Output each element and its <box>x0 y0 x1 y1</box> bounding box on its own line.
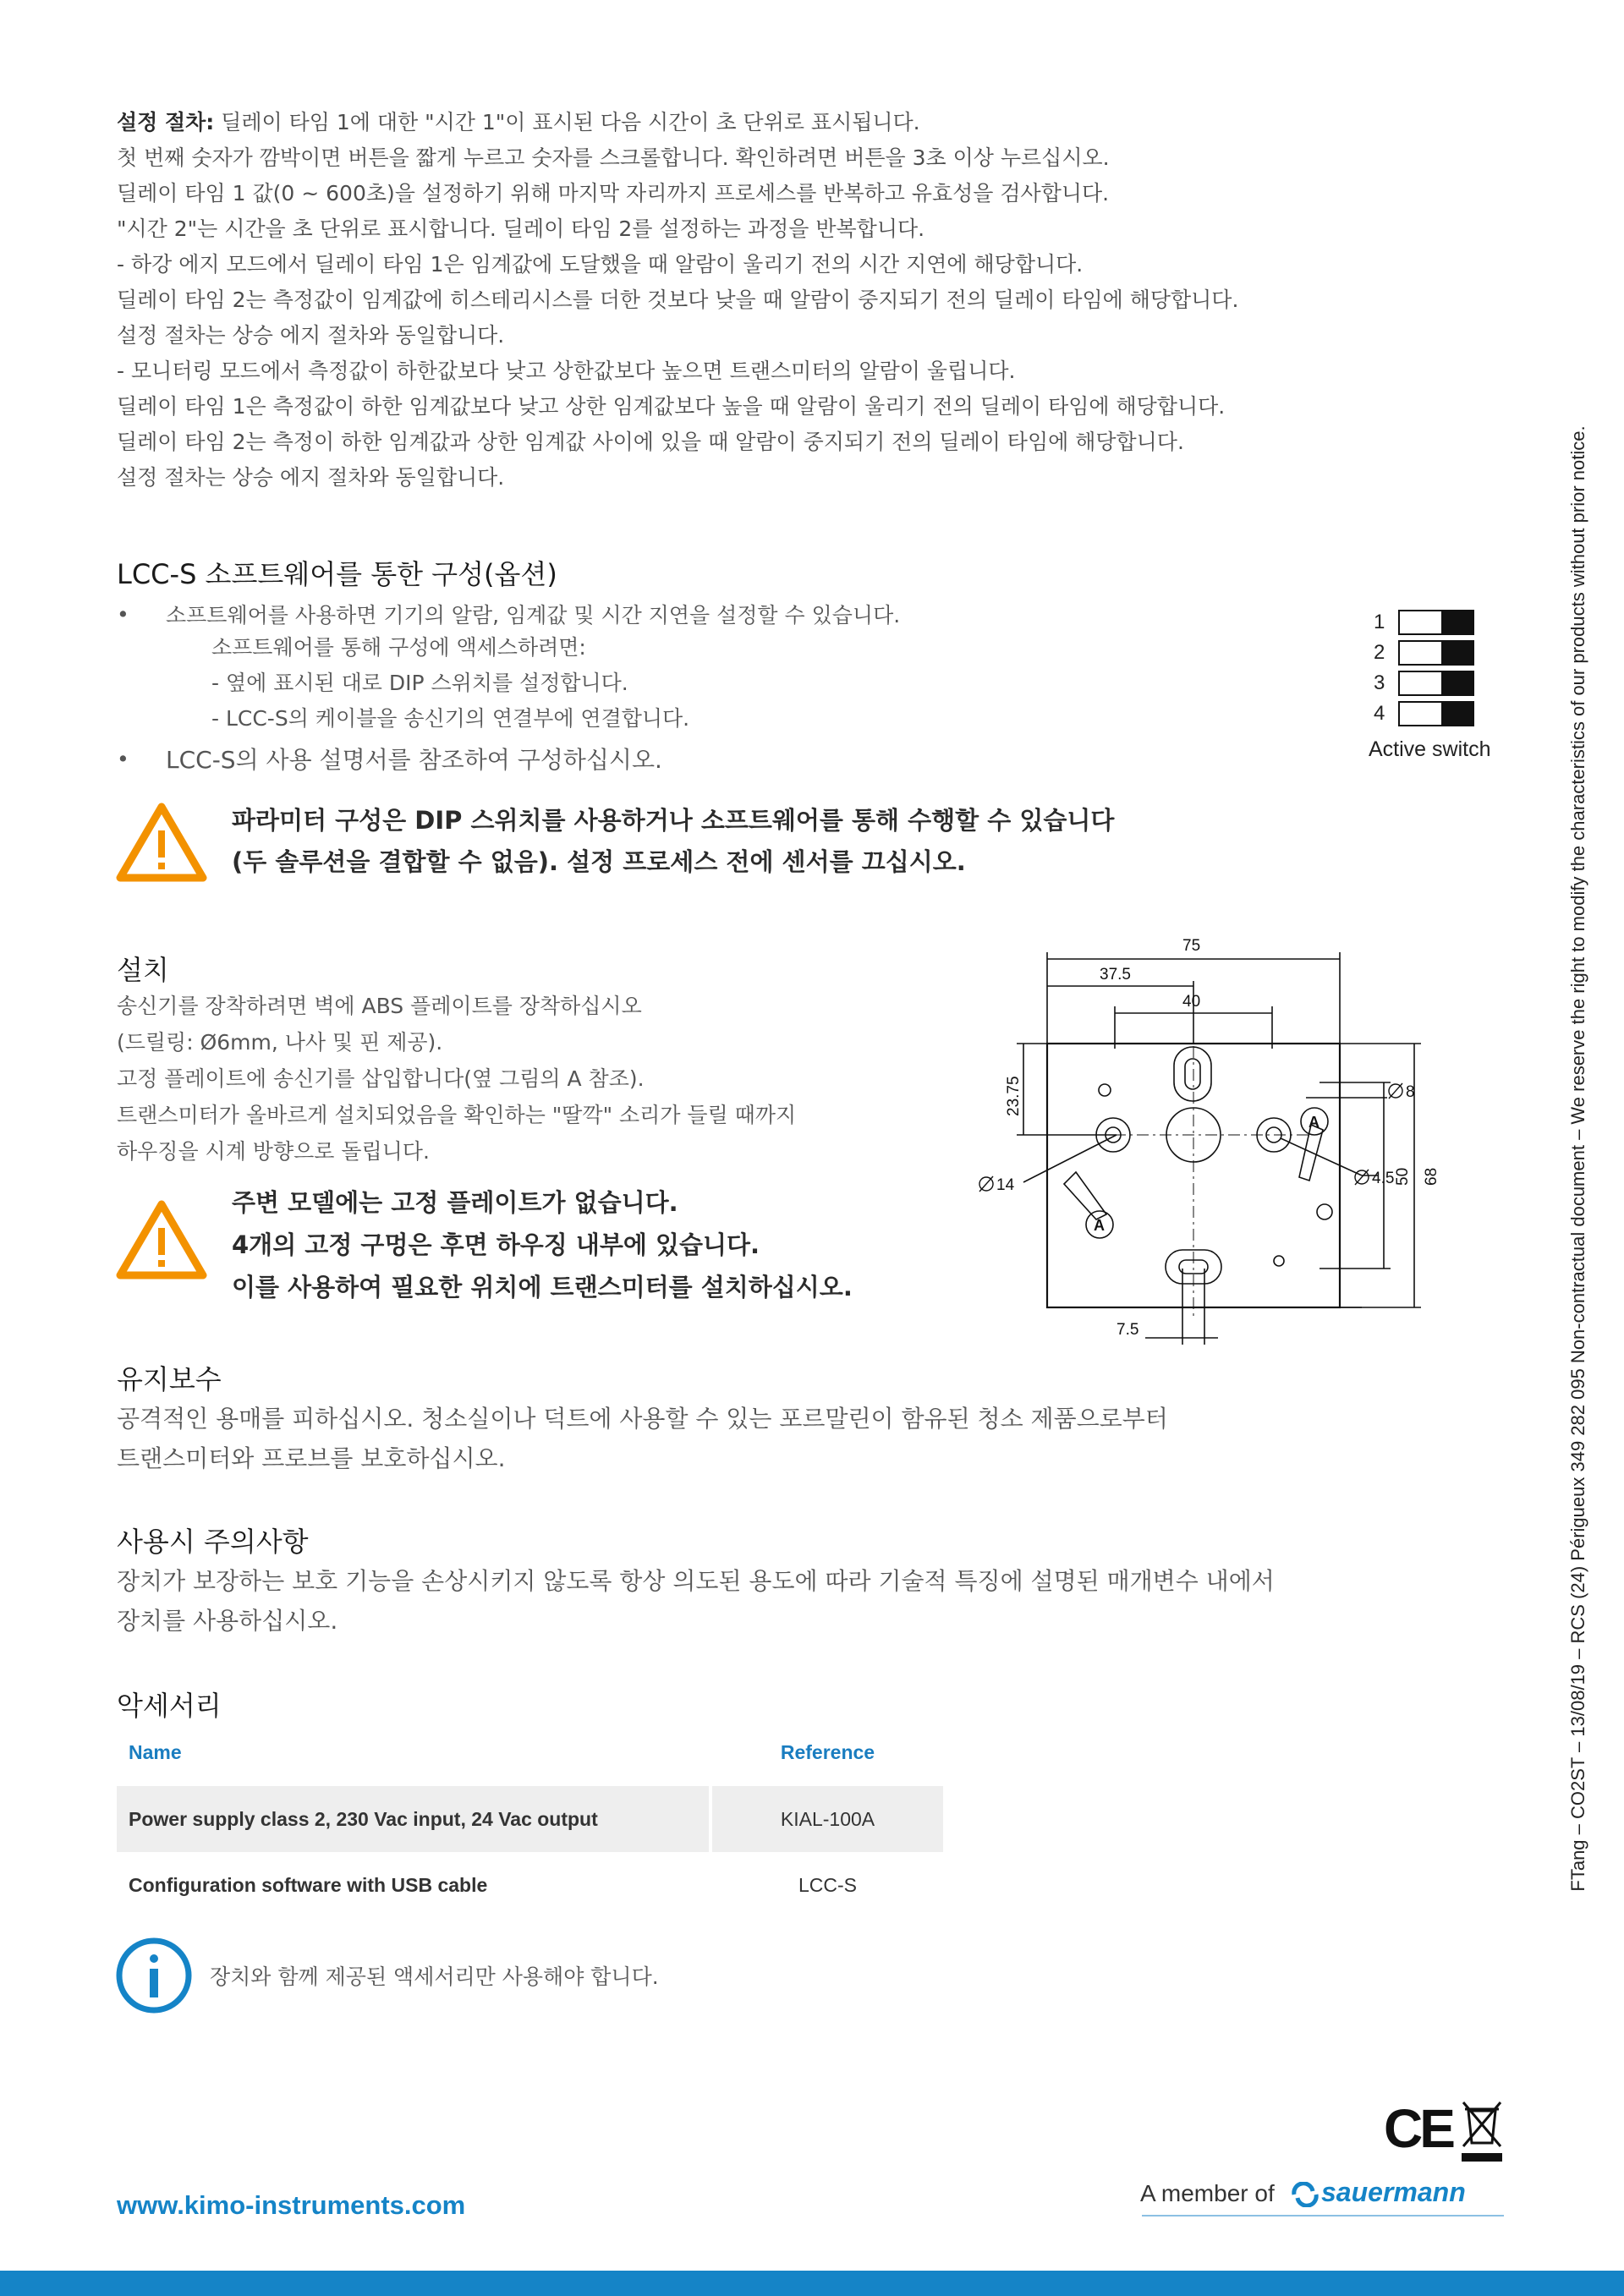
precautions-line: 장치를 사용하십시오. <box>117 1607 338 1635</box>
side-legal-text: FTang – CO2ST – 13/08/19 – RCS (24) Périgueux 349 282 095 Non-contractual document – We reserve the right to modify the characteristics of our products without prior notice. <box>1567 425 1588 1892</box>
accessory-reference: LCC-S <box>710 1852 943 1918</box>
bullet-dot: • <box>117 602 129 627</box>
dip-caption: Active switch <box>1369 737 1491 761</box>
dip-switch-3 <box>1399 671 1473 695</box>
ce-mark-text: CE <box>1384 2098 1452 2159</box>
precautions-text <box>117 1561 1275 1641</box>
member-underline <box>1142 2215 1504 2217</box>
maintenance-section-title: 유지보수 <box>117 1363 222 1395</box>
intro-line: 딜레이 타임 1 값(0 ~ 600초)을 설정하기 위해 마지막 자리까지 프로세스를 반복하고 유효성을 검사합니다. <box>117 181 1110 205</box>
table-row <box>117 1786 943 1852</box>
dim-d8-label: 8 <box>1406 1083 1415 1101</box>
dip-switch-1 <box>1399 611 1473 634</box>
dip-switch-2 <box>1399 641 1473 665</box>
maintenance-line: 공격적인 용매를 피하십시오. 청소실이나 덕트에 사용할 수 있는 포르말린이 함유된 청소 제품으로부터 <box>117 1405 1168 1433</box>
lcc-sub-intro: 소프트웨어를 통해 구성에 액세스하려면: <box>211 635 586 660</box>
sauermann-brand: sauermann <box>1321 2177 1466 2207</box>
column-header-reference: Reference <box>710 1718 943 1786</box>
install-line: 송신기를 장착하려면 벽에 ABS 플레이트를 장착하십시오 <box>117 994 642 1018</box>
bullet-dot: • <box>117 747 129 771</box>
intro-first-text: 딜레이 타임 1에 대한 "시간 1"이 표시된 다음 시간이 초 단위로 표시됩니다. <box>214 110 920 134</box>
website-link[interactable]: www.kimo-instruments.com <box>117 2190 466 2220</box>
clip-marker-a: A <box>1094 1217 1105 1234</box>
maintenance-text <box>117 1399 1168 1478</box>
table-header-row <box>117 1718 943 1786</box>
dip-label-4: 4 <box>1374 702 1385 725</box>
lcc-sub-item-1: - 옆에 표시된 대로 DIP 스위치를 설정합니다. <box>211 671 628 695</box>
accessories-note: 장치와 함께 제공된 액세서리만 사용해야 합니다. <box>210 1964 659 1989</box>
precautions-section-title: 사용시 주의사항 <box>117 1526 309 1558</box>
install-warning-line-1: 주변 모델에는 고정 플레이트가 없습니다. <box>232 1188 678 1217</box>
lcc-section-title: LCC-S 소프트웨어를 통한 구성(옵션) <box>117 558 557 590</box>
footer-bar <box>0 2271 1624 2296</box>
accessory-reference: KIAL-100A <box>710 1786 943 1852</box>
intro-label: 설정 절차: <box>117 110 215 134</box>
maintenance-line: 트랜스미터와 프로브를 보호하십시오. <box>117 1444 506 1472</box>
dim-d14 <box>979 1176 1015 1194</box>
install-line: 하우징을 시계 방향으로 돌립니다. <box>117 1139 430 1164</box>
dim-7-5: 7.5 <box>1116 1321 1139 1339</box>
install-warning-line-3: 이를 사용하여 필요한 위치에 트랜스미터를 설치하십시오. <box>232 1273 853 1301</box>
accessory-name: Configuration software with USB cable <box>129 1873 488 1896</box>
lcc-warning-line-2: (두 솔루션을 결합할 수 없음). 설정 프로세스 전에 센서를 끄십시오. <box>232 847 966 876</box>
dim-75: 75 <box>1182 937 1201 955</box>
install-line: (드릴링: Ø6mm, 나사 및 핀 제공). <box>117 1030 443 1055</box>
warning-icon <box>115 1197 208 1285</box>
intro-line: 설정 절차는 상승 에지 절차와 동일합니다. <box>117 323 505 348</box>
lcc-warning-line-1: 파라미터 구성은 DIP 스위치를 사용하거나 소프트웨어를 통해 수행할 수 있습니다 <box>232 806 1115 835</box>
intro-line: 설정 절차는 상승 에지 절차와 동일합니다. <box>117 465 505 490</box>
dip-label-1: 1 <box>1374 611 1385 633</box>
dim-d8 <box>1389 1083 1415 1101</box>
lcc-bullet-1: 소프트웨어를 사용하면 기기의 알람, 임계값 및 시간 지연을 설정할 수 있습니다. <box>166 603 901 627</box>
lcc-sub-item-2: - LCC-S의 케이블을 송신기의 연결부에 연결합니다. <box>211 706 690 731</box>
lcc-bullet-2: LCC-S의 사용 설명서를 참조하여 구성하십시오. <box>166 746 662 774</box>
intro-line: "시간 2"는 시간을 초 단위로 표시합니다. 딜레이 타임 2를 설정하는 과정을 반복합니다. <box>117 216 925 241</box>
ce-mark <box>1384 2097 1452 2160</box>
member-of-text: A member of <box>1140 2180 1275 2206</box>
dip-label-3: 3 <box>1374 671 1385 694</box>
intro-line <box>117 105 1470 140</box>
clip-marker-a: A <box>1309 1114 1320 1131</box>
precautions-line: 장치가 보장하는 보호 기능을 손상시키지 않도록 항상 의도된 용도에 따라 기술적 특징에 설명된 매개변수 내에서 <box>117 1567 1275 1595</box>
dim-d4-5-label: 4.5 <box>1372 1170 1395 1187</box>
intro-line: 딜레이 타임 2는 측정이 하한 임계값과 상한 임계값 사이에 있을 때 알람이 중지되기 전의 딜레이 타임에 해당합니다. <box>117 430 1184 454</box>
dip-label-2: 2 <box>1374 641 1385 664</box>
intro-line: 딜레이 타임 1은 측정값이 하한 임계값보다 낮고 상한 임계값보다 높을 때 알람이 울리기 전의 딜레이 타임에 해당합니다. <box>117 394 1226 419</box>
dim-50: 50 <box>1394 1167 1412 1186</box>
dim-d14-label: 14 <box>996 1176 1015 1194</box>
table-row <box>117 1852 943 1918</box>
accessories-table <box>117 1718 943 1918</box>
dim-23-75: 23.75 <box>1005 1076 1023 1116</box>
install-warning-line-2: 4개의 고정 구멍은 후면 하우징 내부에 있습니다. <box>232 1230 760 1259</box>
intro-paragraph <box>117 105 1470 496</box>
intro-line: - 하강 에지 모드에서 딜레이 타임 1은 임계값에 도달했을 때 알람이 울리기 전의 시간 지연에 해당합니다. <box>117 252 1084 277</box>
dim-40: 40 <box>1182 993 1201 1011</box>
dim-d4-5 <box>1355 1170 1394 1187</box>
column-header-name: Name <box>129 1740 182 1763</box>
mounting-plate-drawing <box>964 922 1506 1362</box>
dim-68: 68 <box>1423 1167 1440 1186</box>
intro-line: 딜레이 타임 2는 측정값이 임계값에 히스테리시스를 더한 것보다 낮을 때 알람이 중지되기 전의 딜레이 타임에 해당합니다. <box>117 288 1239 312</box>
install-text <box>117 988 796 1170</box>
accessories-section-title: 악세서리 <box>117 1690 222 1722</box>
install-line: 트랜스미터가 올바르게 설치되었음을 확인하는 "딸깍" 소리가 들릴 때까지 <box>117 1103 797 1127</box>
dim-37-5: 37.5 <box>1100 966 1131 984</box>
sauermann-logo-icon <box>1291 2182 1320 2211</box>
intro-line: - 모니터링 모드에서 측정값이 하한값보다 낮고 상한값보다 높으면 트랜스미터의 알람이 울립니다. <box>117 359 1016 383</box>
accessory-name: Power supply class 2, 230 Vac input, 24 Vac output <box>117 1786 710 1852</box>
install-line: 고정 플레이트에 송신기를 삽입합니다(옆 그림의 A 참조). <box>117 1066 645 1091</box>
warning-icon <box>115 800 208 888</box>
dip-switch-4 <box>1399 702 1473 726</box>
install-section-title: 설치 <box>117 954 169 986</box>
weee-bin-icon <box>1458 2099 1506 2170</box>
info-icon <box>115 1937 193 2018</box>
intro-line: 첫 번째 숫자가 깜박이면 버튼을 짧게 누르고 숫자를 스크롤합니다. 확인하려면 버튼을 3초 이상 누르십시오. <box>117 145 1110 170</box>
